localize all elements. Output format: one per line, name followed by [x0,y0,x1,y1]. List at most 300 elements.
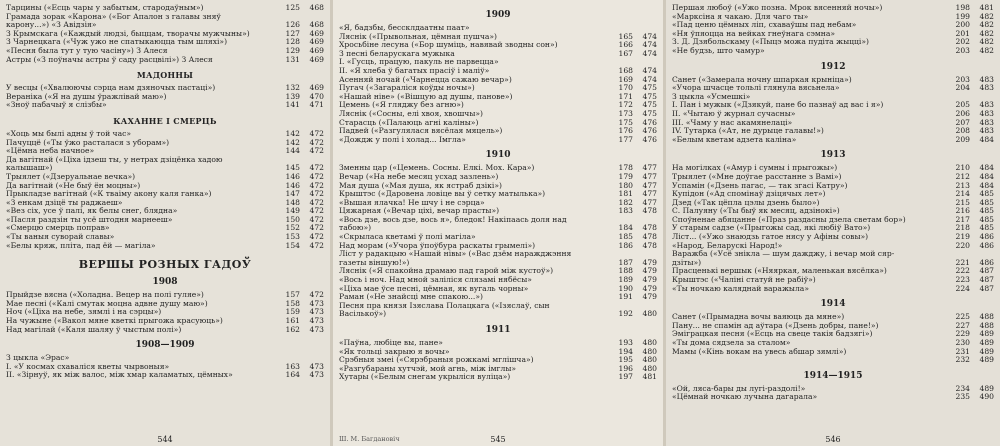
entry-page-notes: 489 [979,346,994,356]
entry-page-notes: 472 [309,223,324,233]
entry-page-text: 147 [285,189,300,199]
entry-title: Васількоў») [339,309,387,319]
entry-title: газеты віншую!») [339,257,410,267]
entry-title: Першая любоў («Ужо позна. Мрок вясенняй ночы») [672,3,883,12]
entry-title: Ноч («Ціха на небе, зямлі і на сэрцы») [6,307,162,317]
entry-page-notes: 479 [642,275,657,285]
entry-page-text: 168 [618,65,633,75]
entry-page-text: 217 [955,214,970,224]
entry-page-text: 149 [285,206,300,216]
entry-title: На чужыне («Вакол мяне кветкі прыгожа красуюць») [6,316,223,326]
entry-title: Над магілай («Каля шаляу ў чыстым полі») [6,324,182,334]
entry-page-notes: 475 [642,91,657,101]
entry-page-text: 231 [955,346,970,356]
entry-title: Срэбныя змеі («Сярэбраныя рожкамі мглішча») [339,355,534,365]
entry-page-notes: 473 [309,370,324,380]
entry-page-notes: 488 [979,320,994,330]
entry-page-text: 202 [955,37,970,47]
entry-title: Да вагітнай («Не быў ён моцны») [6,180,141,190]
entry-page-text: 191 [618,292,633,302]
entry-title: «Песня была тут у тую часіну») З Алеся [6,45,168,55]
entry-title: З песні беларускага мужыка [339,48,455,58]
entry-page-text: 170 [618,83,633,93]
entry-title: Пачуццё («Ты ўжо расталася з уборам») [6,137,170,147]
entry-page-notes: 482 [979,45,994,55]
entry-page-text: 176 [618,126,633,136]
entry-page-text: 206 [955,108,970,118]
entry-title: Зменны цар («Цемень. Сосны. Елкі. Мох. Кара») [339,163,535,173]
entry-page-text: 126 [285,20,300,30]
entry-title: Вераніка («Я на душы ўражлівай маю») [6,91,167,101]
entry-title: ІІ. «Зірнуў, як між валос, між хмар каламатых, цёмных» [6,370,233,380]
entry-page-notes: 469 [309,45,324,55]
entry-page-notes: 483 [979,100,994,110]
toc-entry [672,136,994,145]
entry-page-notes: 477 [642,171,657,181]
entry-page-notes: 472 [309,206,324,216]
entry-title: Грамада зорак «Карона» («Бог Апалон з галавы зняў [6,11,221,21]
entry-title: «Цёмна неба начное» [6,146,95,156]
entry-page-notes: 472 [309,128,324,138]
entry-page-notes: 480 [642,363,657,373]
entry-page-text: 177 [618,134,633,144]
entry-page-text: 127 [285,28,300,38]
entry-page-notes: 477 [642,197,657,207]
entry-page-text: 229 [955,329,970,339]
entry-page-notes: 484 [979,163,994,173]
toc-entry [672,393,994,402]
entry-page-notes: 472 [309,146,324,156]
entry-title: ІІ. «Я хлеба ў багатых прасіў і маліў» [339,65,490,75]
entry-title: У весцы («Хвалюючы сэрца нам дзяночых пастаці») [6,83,216,93]
entry-title: Трыялет («Дзеруальнае вечка») [6,171,136,181]
entry-page-notes: 472 [309,163,324,173]
entry-title: Санет («Прымадна вочы ваяюць да мяне») [672,312,845,322]
entry-title: «Народ, Беларускі Народ!» [672,240,783,250]
entry-page-text: 215 [955,197,970,207]
entry-page-text: 146 [285,171,300,181]
entry-page-text: 184 [618,223,633,233]
entry-title: Крыштэс («Чаліні статуй не рабіў») [672,275,816,285]
entry-page-text: 148 [285,197,300,207]
entry-title: «Пад ценю цёмных ліп, схаваўшы пад небам» [672,20,857,30]
entry-page-notes: 473 [309,307,324,317]
entry-page-notes: 469 [309,37,324,47]
entry-page-notes: 478 [642,240,657,250]
entry-title: «Цёмнай ночкаю лучына дагарала» [672,392,818,402]
entry-page-notes: 483 [979,74,994,84]
entry-page-text: 197 [618,372,633,382]
entry-title: Раман («Не знайсці мне спакою...») [339,292,483,302]
entry-page-notes: 474 [642,74,657,84]
entry-page-text: 142 [285,137,300,147]
toc-entry [6,56,324,65]
entry-page-notes: 482 [979,37,994,47]
entry-title: Мамы («Кінь вокам на увесь абшар зямлі») [672,346,847,356]
entry-page-notes: 468 [309,3,324,12]
entry-title: «Учора шчасце тольлі глянула вясьнела» [672,83,840,93]
page-credit: Ш. М. Багдановіч [339,435,400,443]
entry-page-notes: 479 [642,257,657,267]
entry-page-text: 178 [618,163,633,173]
entry-page-text: 193 [618,338,633,347]
entry-page-text: 183 [618,206,633,216]
entry-page-notes: 476 [642,126,657,136]
entry-title: З Крымскага («Каждый людзі, быццам, творачы мужчыны») [6,28,250,38]
entry-page-text: 218 [955,223,970,233]
entry-title: Вечар («На небе месяц усхад зазлень») [339,171,499,181]
entry-page-notes: 481 [979,3,994,12]
entry-page-notes: 469 [309,54,324,64]
entry-page-notes: 483 [979,108,994,118]
page-545 [333,0,663,446]
entry-page-text: 224 [955,283,970,293]
entry-title: Ліст у радакцыю «Нашай нівы» («Вас дзём наражджэння [339,249,572,259]
entry-page-notes: 470 [309,91,324,101]
entry-page-notes: 475 [642,108,657,118]
entry-page-notes: 485 [979,223,994,233]
entry-title: «Не будзь, што чамур» [672,45,765,55]
entry-page-notes: 485 [979,214,994,224]
entry-page-text: 167 [618,48,633,58]
entry-page-notes: 478 [642,223,657,233]
entry-title: «Ня ўпяоцца на вейках гнеўнага сэмна» [672,28,836,38]
entry-page-text: 208 [955,126,970,136]
entry-title: Асенняй ночай («Чарнецца сажаю вечар») [339,74,512,84]
entry-title: карону...») «З Авідзія» [6,20,97,30]
entry-title: Ляснік («Я спакойна драмаю пад гарой між кустоў») [339,266,554,276]
entry-page-notes: 472 [309,171,324,181]
entry-title: І. Пан і мужык («Дзякуй, пане бо пазнаў ад вас і я») [672,100,884,110]
entry-title: «Зноў пабачыў я слізбы» [6,100,107,110]
toc-entry [339,373,657,382]
entry-page-notes: 477 [642,163,657,173]
entry-title: У старым садзе («Прыгожы сад, які любіў Вато») [672,223,871,233]
entry-page-text: 145 [285,163,300,173]
page-number: 546 [825,435,841,444]
entry-title: «Скрыласа кветамі ў полі магіла» [339,232,476,242]
toc-content [672,4,994,402]
entry-title: «Белы кряж, пліта, пад ёй — магіла» [6,240,156,250]
entry-page-text: 195 [618,355,633,365]
entry-page-notes: 473 [309,298,324,308]
toc-entry [672,285,994,294]
entry-page-notes: 472 [309,180,324,190]
year-heading: 1908—1909 [135,340,195,351]
entry-page-notes: 485 [979,189,994,199]
entry-title: «Разгубараны хутчэй, мой агнь, між імглы» [339,363,517,373]
entry-page-text: 185 [618,232,633,242]
entry-title: Ляснік («Сосны, елі хвоя, хвошчы») [339,108,483,118]
entry-page-text: 164 [285,370,300,380]
entry-title: «Белым кветам адзета каліна» [672,134,797,144]
entry-title: «Хоць мы былі адны ў той час» [6,128,132,138]
entry-title: На могілках («Амур і сумны і прыгожы») [672,163,838,173]
entry-page-text: 194 [618,346,633,356]
entry-page-text: 158 [285,298,300,308]
toc-entry [672,356,994,365]
entry-title: Крыштэс («Даровена ловіце вы ў сетку матылька») [339,189,546,199]
section-heading: ВЕРШЫ РОЗНЫХ ГАДОЎ [78,258,252,272]
page-number: 545 [490,435,506,444]
entry-page-text: 205 [955,100,970,110]
entry-page-text: 180 [618,180,633,190]
entry-page-text: 129 [285,45,300,55]
entry-page-text: 163 [285,361,300,371]
entry-title: Ліст... («Ужо знаюдзь гатое нясу у Афіны совы») [672,232,869,242]
page-number: 544 [157,435,173,444]
entry-title: С. Палуяну («Ты быў як месяц, адзінокі») [672,206,840,216]
year-heading: 1909 [485,10,511,20]
entry-title: Цяжарная («Вечар ціхі, вечар прасты») [339,206,500,216]
entry-page-text: 142 [285,128,300,138]
entry-title: Песня пра князя Ізяслава Полацкага («Ізяслаў, сын [339,300,550,310]
entry-page-text: 235 [955,392,970,402]
year-heading: 1910 [485,150,511,161]
entry-page-text: 198 [955,3,970,12]
entry-page-notes: 474 [642,40,657,50]
entry-title: «Вышая ялачка! Не шчу і не сэрца» [339,197,485,207]
entry-page-text: 144 [285,146,300,156]
entry-title: «Пасля раздзін ты усё штодня марнееш» [6,214,173,224]
entry-title: І. «У космах схаваліся кветы чырвоныя» [6,361,170,371]
entry-title: «Смерцю смерць поправ» [6,223,110,233]
toc-entry [339,302,657,311]
entry-page-text: 203 [955,45,970,55]
entry-page-notes: 472 [309,232,324,242]
toc-entry [339,216,657,225]
entry-page-text: 213 [955,180,970,190]
entry-page-text: 159 [285,307,300,317]
entry-page-notes: 479 [642,266,657,276]
entry-title: Варажба («Усё знікла — шум дажджу, і вечар мой сяр- [672,249,895,259]
entry-page-notes: 475 [642,100,657,110]
entry-page-notes: 490 [979,392,994,402]
section-heading: КАХАННЕ І СМЕРЦЬ [113,115,217,126]
section-heading: МАДОННЫ [136,70,194,81]
entry-title: З Чарнецкага («Чуж ужо не спатыкаюцца тым шляхі») [6,37,228,47]
entry-page-notes: 473 [309,324,324,334]
entry-page-notes: 478 [642,206,657,216]
entry-title: Успамін («Дзень пагас, — так згасі Катру») [672,180,848,190]
entry-title: Купідон («Ад спомінаў дзіцячых лет») [672,189,826,199]
entry-title: Астры («З поўначы астры ў саду расцвілі») З Алеся [6,54,213,64]
entry-page-notes: 484 [979,171,994,181]
page-544 [0,0,330,446]
entry-page-notes: 487 [979,283,994,293]
entry-page-notes: 479 [642,283,657,293]
entry-title: «Вось і ноч. Над мной заліліся слязамі нябёсы» [339,275,532,285]
entry-page-text: 157 [285,290,300,300]
toc-entry [339,136,657,145]
entry-page-notes: 474 [642,31,657,41]
entry-title: Цемень («Я гляджу без агню») [339,100,464,110]
entry-page-text: 189 [618,275,633,285]
entry-page-text: 221 [955,257,970,267]
entry-page-notes: 469 [309,28,324,38]
entry-title: ІІ. «Чытаю ў журнал сучасны» [672,108,796,118]
entry-title: Над морам («Учора ўпоўбура раскаты грымелі») [339,240,536,250]
year-heading: 1911 [485,325,511,335]
entry-title: Хутары («Белым снегам укрыліся вуліца») [339,372,511,382]
entry-title: З. Д. Дзябольскаму («Пыцэ можа пудіта жыцці») [672,37,869,47]
entry-page-text: 220 [955,240,970,250]
entry-title: Пугач («Загараліся коўды ночы») [339,83,475,93]
entry-page-notes: 486 [979,257,994,267]
entry-title: «Вось дзе, вось дзе, вось я», бледок! Накіпаась доля над [339,214,567,224]
entry-page-notes: 489 [979,383,994,393]
year-heading: 1908 [152,277,178,288]
entry-title: «Ты ночкаю каляднай варажыла» [672,283,809,293]
entry-page-text: 230 [955,338,970,347]
entry-title: ІІІ. «Чаму у нас акамянелаці» [672,117,793,127]
entry-page-notes: 478 [642,232,657,242]
page-footer [0,435,330,444]
entry-page-text: 227 [955,320,970,330]
entry-page-notes: 485 [979,206,994,216]
entry-page-notes: 480 [642,338,657,347]
entry-page-text: 165 [618,31,633,41]
entry-page-notes: 469 [309,83,324,93]
entry-title: Эміграцкая песня («Есць на свеце такія бадзягі») [672,329,873,339]
entry-title: Ляснік («Прывольная, цёмная пушча») [339,31,498,41]
entry-title: Дзед («Так цёпла цэлы дзень было») [672,197,820,207]
entry-page-text: 222 [955,266,970,276]
entry-page-notes: 477 [642,180,657,190]
entry-page-notes: 473 [309,361,324,371]
entry-page-text: 196 [618,363,633,373]
entry-title: Споўненае абяцанне («Праз раздасны дзела светам бор») [672,214,906,224]
entry-title: «Як тольці закрыю я вочы» [339,346,450,356]
entry-page-notes: 480 [642,346,657,356]
entry-page-text: 141 [285,100,300,110]
entry-title: «З енкам дзіцё ты раджаеш» [6,197,123,207]
entry-page-text: 203 [955,74,970,84]
entry-page-text: 201 [955,28,970,38]
entry-page-text: 182 [618,197,633,207]
year-heading: 1913 [820,150,846,161]
entry-title: «Ой, ляса-бары ды лугі-раздолі!» [672,383,806,393]
entry-title: «Ціха мае ўсе песні, цёмная, як вугаль чорны» [339,283,529,293]
entry-page-text: 166 [618,40,633,50]
entry-page-notes: 473 [309,316,324,326]
entry-title: Прыкладзе вагітнай («К тваіму акону каля ганка») [6,189,212,199]
year-heading: 1914 [820,299,846,310]
entry-title: Прыйдзе вясна («Холадна. Вецер на полі гуляе») [6,290,204,300]
entry-page-notes: 489 [979,355,994,365]
entry-page-text: 210 [955,163,970,173]
entry-page-notes: 484 [979,134,994,144]
toc-entry [339,310,657,319]
entry-page-text: 186 [618,240,633,250]
entry-page-notes: 487 [979,266,994,276]
entry-title: Мая душа («Мая душа, як ястраб дзікі») [339,180,502,190]
entry-title: Старасць («Палаюць агні каліны») [339,117,479,127]
entry-title: «Я, бадзбы, бессклдаатны паат» [339,23,470,32]
entry-page-notes: 476 [642,117,657,127]
entry-page-text: 153 [285,232,300,242]
toc-entry [672,250,994,259]
entry-page-text: 161 [285,316,300,326]
entry-title: «Марксіна я чакаю. Для чаго ты» [672,11,809,21]
entry-page-notes: 488 [979,312,994,322]
entry-page-text: 232 [955,355,970,365]
entry-page-text: 199 [955,11,970,21]
page-footer [333,435,663,444]
entry-page-text: 223 [955,275,970,285]
entry-page-text: 162 [285,324,300,334]
entry-page-text: 172 [618,100,633,110]
entry-page-notes: 483 [979,117,994,127]
toc-entry [672,348,994,357]
entry-page-notes: 474 [642,48,657,58]
entry-title: Падвей («Разгулялася вясёлая мяцель») [339,126,503,136]
entry-page-text: 131 [285,54,300,64]
entry-page-notes: 482 [979,20,994,30]
entry-title: табою») [339,223,372,233]
entry-page-text: 214 [955,189,970,199]
entry-page-text: 204 [955,83,970,93]
entry-page-text: 209 [955,134,970,144]
entry-page-text: 150 [285,214,300,224]
entry-page-notes: 489 [979,329,994,339]
entry-page-text: 190 [618,283,633,293]
toc-entry [6,242,324,251]
entry-title: З цыкла «Эрас» [6,353,70,363]
entry-page-notes: 484 [979,180,994,190]
entry-page-notes: 472 [309,137,324,147]
entry-page-text: 216 [955,206,970,216]
entry-title: ІV. Тутарка («Ат, не дурыце галавы!») [672,126,824,136]
toc-entry [6,371,324,380]
toc-entry [6,101,324,110]
entry-title: Пану... не спамін ад аўтара («Дзень добры, пане!») [672,320,879,330]
entry-title: «Паўна, любіце вы, пане» [339,338,443,347]
entry-page-notes: 479 [642,292,657,302]
entry-page-notes: 474 [642,65,657,75]
entry-page-text: 234 [955,383,970,393]
toc-entry [6,326,324,335]
entry-title: Да вагітнай («Ціха ідзеш ты, у нетрах дзіцёнка хадою [6,154,223,164]
entry-title: «Вез сіх, усе ў палі, як белы снег, бляднa» [6,206,178,216]
entry-page-text: 128 [285,37,300,47]
entry-page-text: 192 [618,309,633,319]
entry-page-notes: 483 [979,83,994,93]
entry-page-text: 169 [618,74,633,84]
entry-page-notes: 489 [979,338,994,347]
entry-title: «Дождж у полі і холад... Імгла» [339,134,466,144]
entry-page-text: 154 [285,240,300,250]
toc-entry [672,47,994,56]
entry-title: Санет («Замерала ночну шпаркая крыніца») [672,74,852,84]
entry-page-notes: 472 [309,290,324,300]
entry-page-text: 219 [955,232,970,242]
entry-title: «Ты ваныя суворай славы» [6,232,115,242]
entry-title: І. «Гусць, працую, пакуль не парвецца» [339,57,499,67]
entry-page-notes: 471 [309,100,324,110]
entry-page-text: 188 [618,266,633,276]
entry-page-notes: 480 [642,355,657,365]
entry-page-notes: 486 [979,232,994,242]
page-footer [666,435,1000,444]
entry-page-text: 152 [285,223,300,233]
entry-page-text: 187 [618,257,633,267]
entry-page-text: 171 [618,91,633,101]
entry-page-text: 179 [618,171,633,181]
entry-page-notes: 472 [309,197,324,207]
entry-title: Мае песні («Калі смутак моцна адвне душу маю») [6,298,208,308]
page-546 [666,0,1000,446]
